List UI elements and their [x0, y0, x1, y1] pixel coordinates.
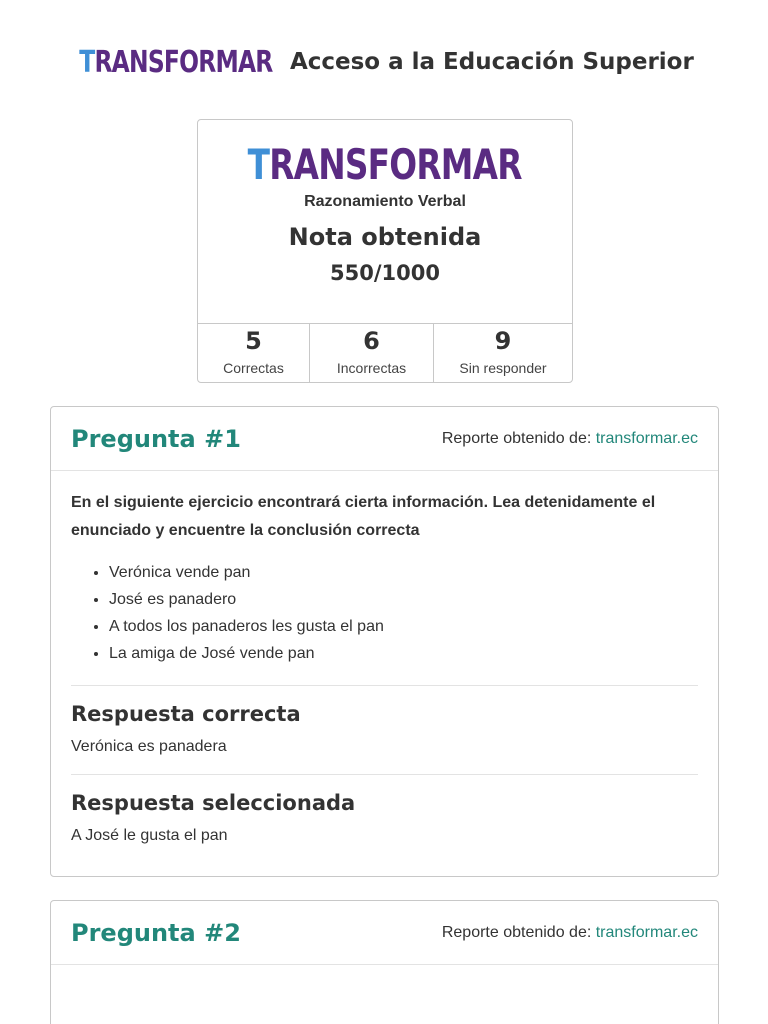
stat-unanswered-value: 9 [494, 327, 512, 355]
list-item: • A todos los panaderos les gusta el pan [109, 613, 698, 640]
question-title: Pregunta #1 [71, 424, 241, 453]
question-header [51, 407, 718, 471]
divider [71, 774, 698, 775]
stat-incorrect [310, 324, 434, 383]
stat-incorrect-label: Incorrectas [336, 360, 407, 376]
score-summary [198, 120, 572, 323]
list-item: • Verónica vende pan [109, 559, 698, 586]
stat-unanswered [434, 324, 572, 383]
report-link[interactable]: transformar.ec [595, 429, 698, 447]
question-card-2 [50, 900, 719, 1024]
grade-value: 550/1000 [330, 261, 440, 285]
correct-answer-heading: Respuesta correcta [71, 702, 301, 726]
stat-unanswered-label: Sin responder [459, 360, 547, 376]
divider [71, 685, 698, 686]
question-body [51, 471, 718, 845]
question-header [51, 901, 718, 965]
stats-row [198, 323, 572, 383]
transformar-logo: TRANSFORMAR [79, 44, 273, 80]
stat-correct [198, 324, 310, 383]
selected-answer-heading: Respuesta seleccionada [71, 791, 356, 815]
stat-correct-label: Correctas [223, 360, 284, 376]
score-card [197, 119, 573, 383]
page-title: Acceso a la Educación Superior [289, 49, 694, 75]
question-card-1 [50, 406, 719, 877]
subject-label: Razonamiento Verbal [304, 193, 466, 210]
report-source: Reporte obtenido de: transformar.ec [441, 923, 698, 941]
question-text: En el siguiente ejercicio encontrará cierta información. Lea detenidamente el enunciado y encuentre la conclusión correcta [71, 494, 656, 539]
grade-label: Nota obtenida [288, 223, 482, 251]
report-source: Reporte obtenido de: transformar.ec [441, 429, 698, 447]
list-item: • La amiga de José vende pan [109, 640, 698, 667]
page-header [0, 40, 768, 84]
list-item: • José es panadero [109, 586, 698, 613]
report-link[interactable]: transformar.ec [595, 923, 698, 941]
premise-list [71, 559, 698, 667]
stat-correct-value: 5 [245, 327, 262, 355]
correct-answer-text: Verónica es panadera [71, 738, 227, 755]
stat-incorrect-value: 6 [363, 327, 380, 355]
selected-answer-text: A José le gusta el pan [71, 827, 228, 844]
question-title: Pregunta #2 [71, 918, 241, 947]
transformar-logo-large: TRANSFORMAR [248, 140, 522, 189]
